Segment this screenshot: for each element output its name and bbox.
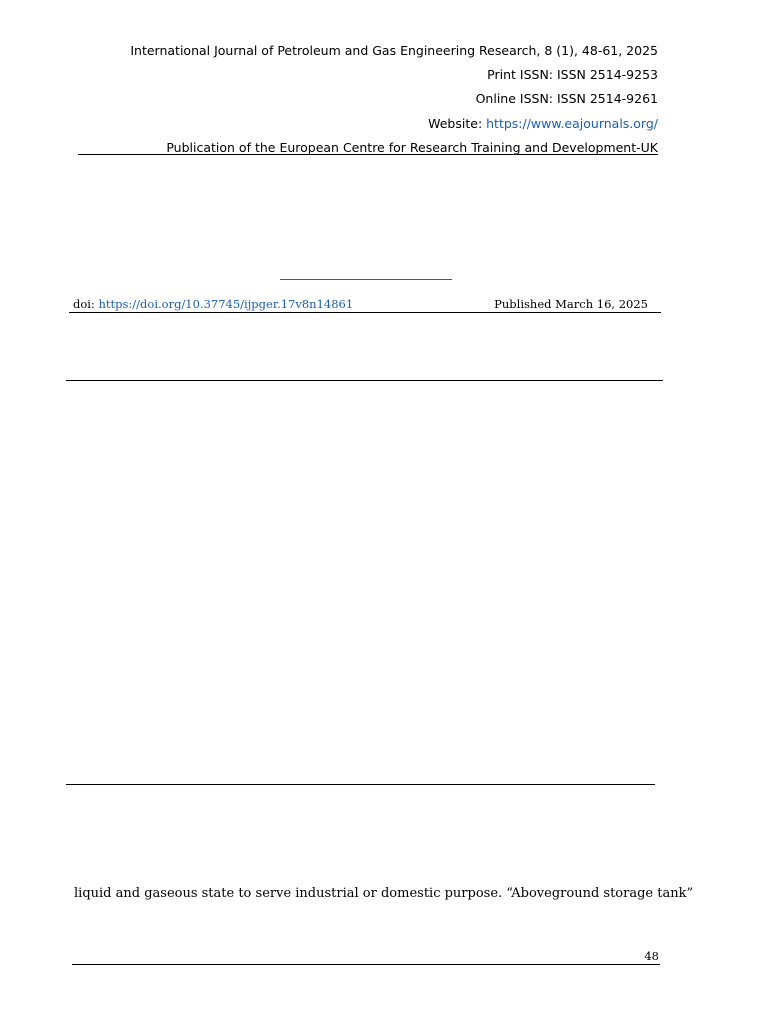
- publisher-line: Publication of the European Centre for Research Training and Development-UK: [166, 140, 658, 155]
- body-text-line: liquid and gaseous state to serve industrial or domestic purpose. “Aboveground storage tank”: [74, 886, 694, 901]
- doi-link[interactable]: https://doi.org/10.37745/ijpger.17v8n14861: [98, 297, 354, 311]
- online-issn: Online ISSN: ISSN 2514-9261: [475, 91, 658, 106]
- meta-rule: [69, 312, 661, 313]
- website-line: [428, 116, 658, 132]
- footer-rule: [72, 964, 660, 965]
- doi-label: doi:: [73, 297, 99, 311]
- website-label: Website:: [428, 116, 487, 131]
- doi-line: [73, 297, 353, 311]
- link-underline: [280, 279, 452, 280]
- website-link[interactable]: https://www.eajournals.org/: [486, 116, 658, 131]
- journal-citation: International Journal of Petroleum and Gas Engineering Research, 8 (1), 48-61, 2025: [130, 43, 658, 58]
- page-number: 48: [644, 949, 659, 963]
- print-issn: Print ISSN: ISSN 2514-9253: [487, 67, 658, 82]
- published-date: Published March 16, 2025: [494, 297, 648, 311]
- section-rule-top: [66, 380, 663, 381]
- header-rule: [78, 154, 658, 155]
- section-rule-bottom: [66, 784, 655, 785]
